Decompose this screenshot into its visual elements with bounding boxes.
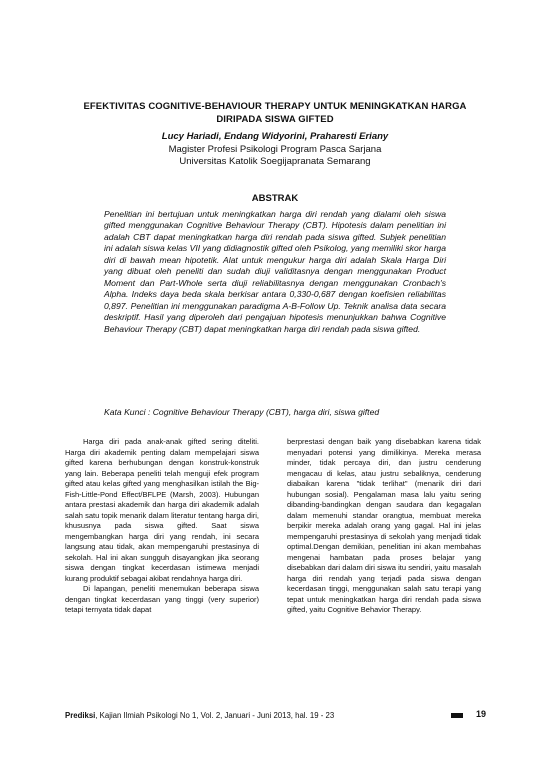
page-number: 19 (476, 709, 487, 719)
journal-name: Prediksi (65, 711, 96, 720)
author-block (60, 131, 490, 169)
affiliation-program: Magister Profesi Psikologi Program Pasca Sarjana (168, 143, 382, 155)
abstract-heading: ABSTRAK (251, 193, 299, 204)
body-column-left (65, 437, 259, 616)
journal-footer (65, 711, 334, 720)
body-paragraph: berprestasi dengan baik yang disebabkan karena tidak menyadari potensi yang dimilikinya. Mereka merasa minder, tidak percaya diri, dan justru cenderung mengacau di kelas, atau justru sebaliknya, cenderung diabaikan karena "tidak terlihat" (menarik diri dari hubungan sosial). Pengalaman masa lalu yaitu sering dibanding-bandingkan dengan saudara dan kegagalan dalam memenuhi standar orangtua, membuat mereka berpikir mereka adalah orang yang gagal. Hal ini jelas mempengaruhi prestasinya di sekolah yang menjadi tidak optimal.Dengan demikian, penelitian ini akan membahas mengenai hambatan pada proses belajar yang disebabkan dari dalam diri siswa itu sendiri, yaitu masalah harga diri rendah yang terjadi pada siswa dengan kecerdasan tinggi, menggunakan salah satu terapi yang tepat untuk meningkatkan harga diri rendah pada siswa gifted, yaitu Cognitive Behavior Therapy. (287, 437, 481, 614)
journal-citation: , Kajian Ilmiah Psikologi No 1, Vol. 2, Januari - Juni 2013, hal. 19 - 23 (95, 711, 335, 720)
body-column-right (287, 437, 481, 616)
abstract-text: Penelitian ini bertujuan untuk meningkatkan harga diri rendah yang dialami oleh siswa gifted menggunakan Cognitive Behaviour Therapy (CBT). Hipotesis dalam penelitian ini adalah CBT dapat meningkatkan harga diri rendah pada siswa gifted. Subjek penelitian ini adalah siswa kelas VII yang didiagnostik gifted oleh Psikolog, yang memiliki skor harga diri di bawah mean hipotetik. Alat untuk mengukur harga diri adalah Skala Harga Diri yang dibuat oleh peneliti dan sudah diuji validitasnya dengan menggunakan Product Moment dan Part-Whole serta diuji reliabilitasnya dengan menggunakan Cronbach's Alpha. Indeks daya beda skala berkisar antara 0,330-0,687 dengan koefisien reliabilitas 0,897. Penelitian ini menggunakan paradigma A-B-Follow Up. Teknik analisa data secara deskriptif. Hasil yang diperoleh dari pengajuan hipotesis menunjukkan bahwa Cognitive Behaviour Therapy (CBT) dapat meningkatkan harga diri rendah pada siswa gifted. (104, 209, 446, 334)
body-paragraph: Harga diri pada anak-anak gifted sering diteliti. Harga diri akademik penting dalam mempelajari siswa gifted karena berhubungan dengan konstruk-konstruk yang lain. Beberapa peneliti telah menguji efek program gifted atau kelas gifted yang menghasilkan istilah the Big-Fish-Little-Pond Effect/BFLPE (Marsh, 2003). Hubungan antara prestasi akademik dan harga diri akademik adalah salah satu topik menarik dalam literatur tentang harga diri, khususnya pada siswa gifted. Saat siswa mengembangkan harga diri yang rendah, ini secara langsung atau tidak, akan mempengaruhi prestasinya di sekolah. Hal ini akan sungguh disayangkan jika seorang siswa dengan tingkat kecerdasan istimewa menjadi kurang produktif sebagai akibat rendahnya harga diri. (65, 437, 259, 583)
footer-square-marker (451, 713, 463, 718)
author-names: Lucy Hariadi, Endang Widyorini, Praharesti Eriany (161, 131, 389, 142)
paper-title (60, 100, 490, 126)
keywords: Kata Kunci : Cognitive Behaviour Therapy (CBT), harga diri, siswa gifted (104, 407, 380, 417)
paper-title-line-2: DIRIPADA SISWA GIFTED (216, 114, 334, 125)
affiliation-university: Universitas Katolik Soegijapranata Semarang (179, 156, 371, 167)
body-paragraph: Di lapangan, peneliti menemukan beberapa siswa dengan tingkat kecerdasan yang tinggi (very superior) tetapi ternyata tidak dapat (65, 584, 259, 614)
paper-title-line-1: EFEKTIVITAS COGNITIVE-BEHAVIOUR THERAPY UNTUK MENINGKATKAN HARGA (83, 101, 467, 112)
